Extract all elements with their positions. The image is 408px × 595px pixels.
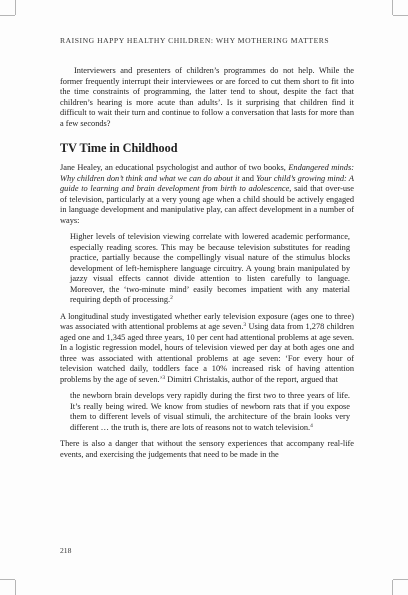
crop-mark: [15, 580, 16, 595]
crop-mark: [15, 0, 16, 15]
paragraph: Interviewers and presenters of children’s programmes do not help. While the former frequently interrupt their interviewees or are forced to cut them short to fit into the time constraints of programming, the latter tend to shout, despite the fact that children’s hearing is more acute than adults’. Is it surprising that children find it difficult to wait their turn and continue to follow a conversation that lasts for more than a few seconds?: [60, 66, 354, 128]
footnote-ref: 2: [170, 295, 173, 301]
block-quote: Higher levels of television viewing correlate with lowered academic performance, especially reading scores. This may be because television substitutes for reading practice, partially because the compellingly visual nature of the stimulus blocks development of left-hemisphere language circuitry. A young brain manipulated by jazzy visual effects cannot divide attention to listen carefully to language. Moreover, the ‘two-minute mind’ easily becomes impatient with any material requiring depth of processing.$^2$: [70, 232, 350, 304]
footnote-ref: 3: [243, 322, 247, 328]
crop-mark: [393, 15, 408, 16]
running-head: RAISING HAPPY HEALTHY CHILDREN: WHY MOTHERING MATTERS: [60, 36, 330, 45]
crop-mark: [393, 579, 408, 580]
section-heading: TV Time in Childhood: [60, 141, 178, 155]
paragraph: Jane Healey, an educational psychologist and author of two books, Endangered minds: Why children don’t think and what we can do about it and Your child’s growing mind: A guide to learning and brain development from birth to adolescence, said that over-use of television, particularly at a very young age when a child should be actively engaged in language development and manipulative play, can affect development in a number of ways:: [60, 163, 354, 225]
paragraph: A longitudinal study investigated whether early television exposure (ages one to three) was associated with attentional problems at age seven.$^3$ Using data from 1,278 children aged one and 1,345 aged three years, 10 per cent had attentional problems at age seven. In a logistic regression model, hours of television viewed per day at both ages one and three was associated with attentional problems at age seven: ‘For every hour of television watched daily, toddlers face a 10% increased risk of having attention problems by the age of seven.’$^3$ Dimitri Christakis, author of the report, argued that: [60, 311, 354, 384]
crop-mark: [0, 15, 15, 16]
block-quote: the newborn brain develops very rapidly during the first two to three years of life. It’s really being wired. We know from studies of newborn rats that if you expose them to different levels of visual stimuli, the architecture of the brain looks very different … the truth is, there are lots of reasons not to watch television.$^4$: [70, 391, 350, 432]
crop-mark: [0, 579, 15, 580]
paragraph: There is also a danger that without the sensory experiences that accompany real-life events, and exercising the judgements that need to be made in the: [60, 439, 354, 459]
crop-mark: [392, 580, 393, 595]
footnote-ref: 3: [162, 374, 166, 381]
page-number: 218: [60, 546, 72, 555]
book-title: Your child’s growing mind: A guide to learning and brain development from birth to adolescence: [60, 173, 354, 193]
footnote-ref: 4: [310, 422, 313, 429]
body-text: [60, 66, 354, 460]
crop-mark: [392, 0, 393, 15]
book-title: Endangered minds: Why children don’t think and what we can do about it: [60, 163, 354, 183]
